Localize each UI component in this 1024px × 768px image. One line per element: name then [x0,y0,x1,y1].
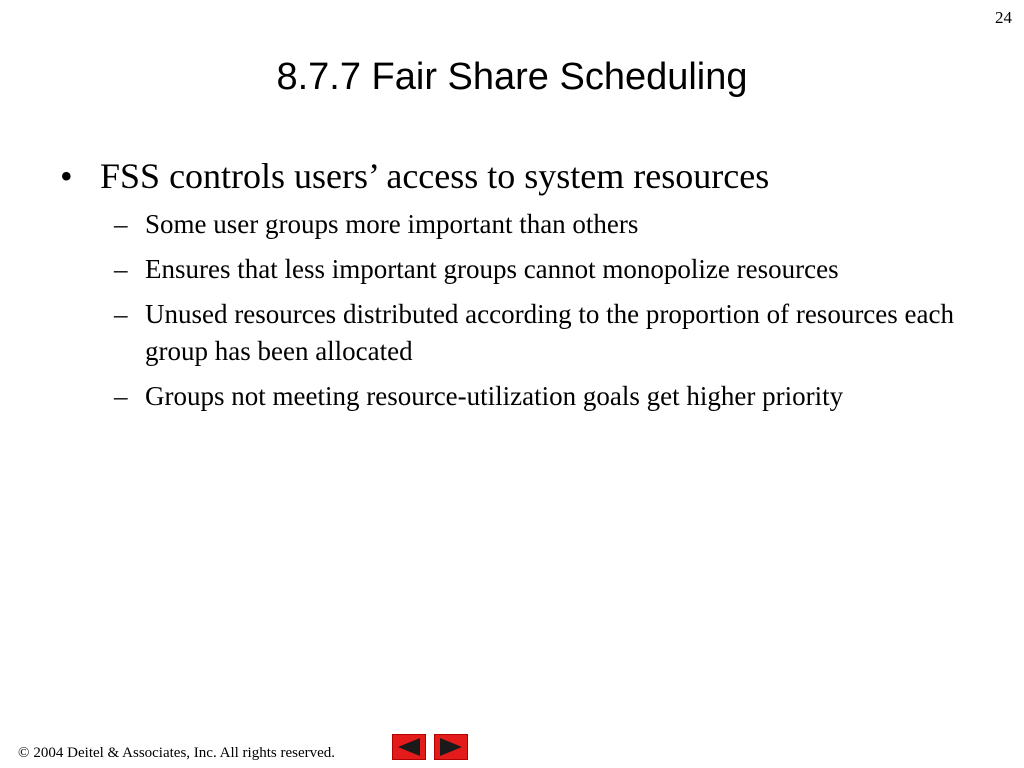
sub-bullet-text: Ensures that less important groups cannot monopolize resources [145,254,839,284]
next-arrow-icon [438,737,464,757]
dash-marker: – [114,381,128,411]
page-number: 24 [995,8,1012,27]
dash-marker: – [114,209,128,239]
previous-slide-button[interactable] [392,734,426,760]
copyright-footer [18,745,335,762]
previous-arrow-icon [396,737,422,757]
sub-bullet [114,378,1000,415]
sub-bullet [114,296,1000,370]
copyright-icon: © [18,745,30,761]
slide-content [60,152,1000,423]
sub-bullet [114,206,1000,243]
sub-bullet-text: Groups not meeting resource-utilization goals get higher priority [145,381,844,411]
sub-bullet-text: Unused resources distributed according to the proportion of resources each group has been allocated [145,299,954,366]
sub-bullet-text: Some user groups more important than others [145,209,639,239]
next-slide-button[interactable] [434,734,468,760]
sub-bullet [114,251,1000,288]
slide-title: 8.7.7 Fair Share Scheduling [276,56,748,98]
dash-marker: – [114,299,128,329]
slide-navigation [392,734,468,760]
sub-bullet-list [60,206,1000,415]
copyright-text: 2004 Deitel & Associates, Inc. All rights reserved. [33,745,336,761]
main-bullet [60,152,1000,200]
main-bullet-text: FSS controls users’ access to system resources [100,156,770,196]
bullet-marker: • [60,156,73,196]
dash-marker: – [114,254,128,284]
